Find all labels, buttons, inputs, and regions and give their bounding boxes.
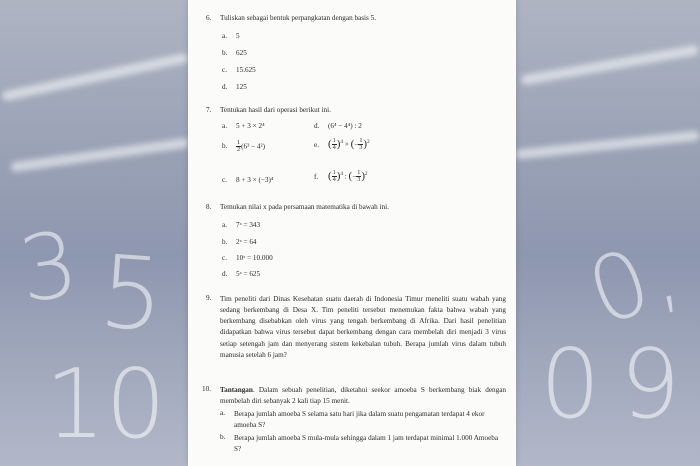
chalk-digit: 0, [574, 218, 692, 347]
chalk-digit: 5 [95, 232, 168, 355]
question-text: Tentukan hasil dari operasi berikut ini. [220, 106, 331, 114]
option-f: f. ( $\frac{1}{4}$ )$^4$ : (− $\frac{1}{3}$ )$^2$ [314, 169, 368, 184]
challenge-label: Tantangan [220, 386, 253, 394]
question-number: 7. [206, 106, 212, 114]
option: c. 15.625 [222, 66, 256, 74]
option-e: e. ( $\frac{1}{4}$ )$^4$ × (− $\frac{1}{3}$ )$^2$ [314, 137, 370, 152]
chalk-streak [10, 138, 190, 173]
option-c: c. 8 + 3 × (−3)⁴ [222, 176, 274, 184]
option: a. 5 [222, 32, 240, 40]
chalk-streak [520, 44, 699, 85]
option: a. 7ˣ = 343 [222, 221, 261, 229]
question-number: 8. [206, 203, 212, 211]
question-number: 9. [206, 294, 212, 302]
question-text: Temukan nilai x pada persamaan matematika di bawah ini. [220, 203, 389, 211]
option: d. 5ˣ = 625 [222, 270, 261, 278]
question-number: 6. [206, 14, 212, 22]
chalk-digit: 3 [12, 211, 85, 324]
question-text: Tantangan. Dalam sebuah penelitian, diketahui seekor amoeba S berkembang biak dengan membelah diri sebanyak 2 kali tiap 15 menit. [220, 386, 506, 406]
option: b. Berapa jumlah amoeba S mula-mula sehingga dalam 1 jam terdapat minimal 1.000 Amoeba S? [220, 433, 499, 454]
worksheet-page [188, 0, 516, 466]
question-number: 10. [202, 385, 211, 393]
chalk-digit: 10 [45, 350, 166, 460]
option: b. 2ˣ = 64 [222, 238, 257, 246]
option: c. 10ˣ = 10.000 [222, 254, 273, 262]
option-a: a. 5 + 3 × 2⁴ [222, 122, 265, 130]
option: d. 125 [222, 83, 247, 91]
chalk-digit: 9 [620, 330, 681, 440]
option-d: d. (6⁴ − 4⁴) : 2 [314, 122, 362, 130]
question-text: Tim peneliti dari Dinas Kesehatan suatu daerah di Indonesia Timur meneliti suatu wabah yang sedang berkembang di Desa X. Tim peneliti tersebut menemukan fakta bahwa wabah yang berkembang disebabkan oleh virus yang tengah berkembang di Afrika. Dari hasil penelitian didapatkan bahwa virus tersebut dapat berkembang dengan cara membelah diri menjadi 3 virus setiap setengah jam dan menyerang sistem kekebalan tubuh. Berapa jumlah virus dalam tubuh manusia setelah 6 jam? [220, 295, 506, 359]
option-b: b. $\frac{1}{2}$ (6³ − 4²) [222, 139, 266, 154]
chalk-streak [515, 130, 700, 159]
chalk-streak [1, 52, 189, 101]
question-text: Tuliskan sebagai bentuk perpangkatan dengan basis 5. [220, 14, 377, 22]
option: a. Berapa jumlah amoeba S selama satu hari jika dalam suatu pengamatan terdapat 4 ekor amoeba S? [220, 409, 485, 430]
chalk-digit: 0 [540, 330, 601, 440]
option: b. 625 [222, 49, 247, 57]
